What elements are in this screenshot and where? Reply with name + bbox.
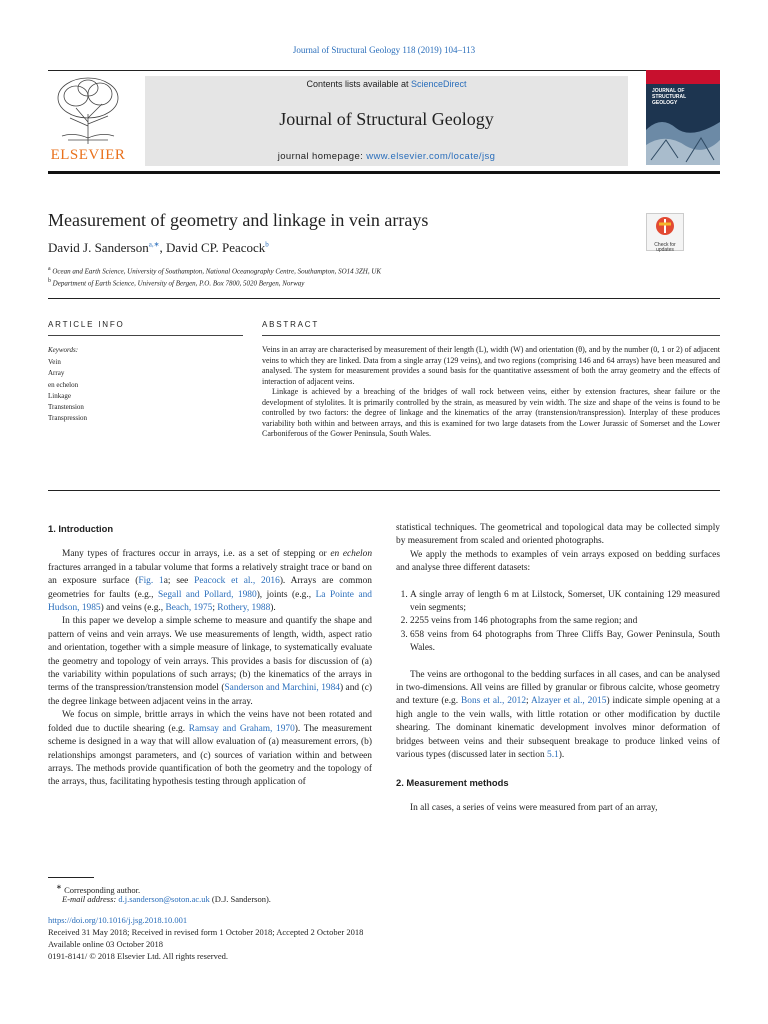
homepage-link[interactable]: www.elsevier.com/locate/jsg: [366, 151, 496, 162]
keyword: Array: [48, 369, 65, 378]
citation-link[interactable]: Bons et al., 2012: [461, 696, 527, 707]
crossmark-label: Check for updates: [654, 242, 676, 253]
abstract-bottom-rule: [48, 490, 720, 491]
copyright: 0191-8141/ © 2018 Elsevier Ltd. All rights reserved.: [48, 951, 228, 961]
body-paragraph: We focus on simple, brittle arrays in which the veins have not been rotated and folded due to ductile shearing (e.g. Ramsay and Graham, 1970). The measurement scheme is designed in a way that will allow evaluation of (a) measurement errors, (b) relationships amongst parameters, and (c) sources of variation within and between arrays. The methods provide quantification of both the geometry and the topology of the arrays, thus, facilitating hypothesis testing through application of: [48, 710, 372, 788]
header-rule: [48, 70, 720, 71]
abstract-rule: [262, 335, 720, 336]
homepage-line: journal homepage: www.elsevier.com/locate/jsg: [277, 151, 496, 162]
abstract-heading: ABSTRACT: [262, 320, 320, 329]
contents-line: Contents lists available at ScienceDirect: [306, 79, 467, 89]
title-rule: [48, 298, 720, 299]
received-dates: Received 31 May 2018; Received in revised form 1 October 2018; Accepted 2 October 2018: [48, 927, 364, 937]
affiliation-a: $^a$ Ocean and Earth Science, University of Southampton, National Oceanography Centre, Southampton, SO14 3ZH, UK: [48, 266, 382, 276]
body-paragraph: The veins are orthogonal to the bedding surfaces in all cases, and can be analysed in two-dimensions. All veins are filled by granular or fibrous calcite, whose geometry and texture (e.g. Bons et al., 2012; Alzayer et al., 2015) indicate simple opening at a high angle to the vein walls, with little rotation or other modification by ductile shearing. The dominant kinematic development involves minor deformation of bridges between veins and their subsequent breakage to produce linked veins of various types (discussed later in section 5.1).: [396, 669, 720, 761]
authors: [48, 240, 269, 256]
keyword: Linkage: [48, 391, 71, 400]
journal-title: Journal of Structural Geology: [279, 109, 494, 129]
author-sanderson[interactable]: David J. Sanderson: [48, 240, 149, 255]
email-link[interactable]: d.j.sanderson@soton.ac.uk: [118, 894, 210, 904]
citation-link[interactable]: Rothery, 1988: [217, 603, 271, 614]
publisher-name: ELSEVIER: [50, 147, 126, 163]
author1-affil[interactable]: a,∗: [148, 240, 160, 249]
sciencedirect-link[interactable]: ScienceDirect: [411, 79, 467, 89]
figure-ref[interactable]: Fig. 1: [138, 576, 164, 587]
body-right-column: [396, 522, 720, 815]
body-paragraph: We apply the methods to examples of vein arrays exposed on bedding surfaces and analyse three different datasets:: [396, 549, 720, 574]
author2-affil[interactable]: b: [265, 240, 269, 249]
keyword: en echelon: [48, 380, 79, 389]
cover-title: JOURNAL OF STRUCTURAL GEOLOGY: [652, 88, 687, 106]
body-paragraph: In this paper we develop a simple scheme to measure and quantify the shape and pattern of veins and vein arrays. We use measurements of length, width, aspect ratio and orientation, together with a simple measure of linkage, to systematically evaluate the geometry and topology of vein arrays. This provides a basis for discussion of (a) the variability within populations of such arrays; (b) the kinematics of the arrays in terms of the transpression/transtension model (Sanderson and Marchini, 1984) and (c) the degree linkage between adjacent veins in the array.: [48, 616, 372, 707]
header-thick-rule: [48, 171, 720, 174]
keyword: Transtension: [48, 403, 84, 412]
journal-cover-image[interactable]: [646, 70, 720, 165]
citation-link[interactable]: Peacock et al., 2016: [194, 576, 280, 587]
section-heading: 2. Measurement methods: [396, 776, 509, 788]
section-ref[interactable]: 5.1: [547, 750, 559, 761]
journal-citation[interactable]: Journal of Structural Geology 118 (2019) 104–113: [292, 45, 476, 55]
keyword: Vein: [48, 358, 61, 366]
list-item: 2. 2255 veins from 146 photographs from the same region; and: [410, 615, 720, 628]
article-info-heading: ARTICLE INFO: [48, 320, 125, 329]
citation-link[interactable]: Segall and Pollard, 1980: [157, 589, 257, 600]
article-info-rule: [48, 335, 243, 336]
footnote-rule: [48, 877, 94, 878]
corresponding-author-note: ∗ Corresponding author.: [56, 883, 141, 895]
body-paragraph: Many types of fractures occur in arrays, i.e. as a set of stepping or en echelon fractures arranged in a tabular volume that forms a relatively straight trace or band on an exposure surface (Fig. 1a; see Peacock et al., 2016). Arrays are common geometries for faults (e.g., Segall and Pollard, 1980), joints (e.g., La Pointe and Hudson, 1985) and veins (e.g., Beach, 1975; Rothery, 1988).: [48, 549, 373, 614]
paper-title: Measurement of geometry and linkage in vein arrays: [48, 210, 429, 230]
section-heading: 1. Introduction: [48, 523, 114, 534]
email-line: E-mail address: d.j.sanderson@soton.ac.uk (D.J. Sanderson).: [62, 894, 271, 904]
dataset-list: [396, 589, 720, 656]
citation-link[interactable]: Sanderson and Marchini, 1984: [224, 683, 340, 694]
citation-link[interactable]: La Pointe and Hudson, 1985: [48, 589, 372, 614]
crossmark-icon: [647, 214, 683, 238]
abstract-paragraph: Veins in an array are characterised by measurement of their length (L), width (W) and orientation (θ), and by the number (0, 1 or 2) of adjacent veins to which they are linked. Data from a single array (129 veins), and two regions (comprising 146 and 64 arrays) have been measured and analysed. The system for measurement provides a sound basis for the quantitative assessment of both the array geometry and the effects of interaction of adjacent veins.: [262, 345, 720, 386]
abstract-paragraph: Linkage is achieved by a breaching of the bridges of wall rock between veins, either by extension fractures, shear failure or the development of stylolites. It is primarily controlled by the strain, as measured by vein width. The size and shape of the veins is found to be controlled by two factors: the degree of linkage and the kinematics of the array (transtension/transpression). Interplay of these produces variability both within and between arrays, and this is examined for two large datasets from the Lower Jurassic of Somerset and the Lower Carboniferous of the Gower Peninsula, South Wales.: [262, 387, 720, 438]
body-left-column: [48, 522, 372, 790]
body-paragraph: In all cases, a series of veins were measured from part of an array,: [410, 802, 658, 813]
available-online: Available online 03 October 2018: [48, 939, 164, 949]
body-paragraph: statistical techniques. The geometrical and topological data may be collected simply by measurement from scaled and oriented photographs.: [396, 523, 720, 547]
keyword: Transpression: [48, 414, 88, 423]
citation-link[interactable]: Ramsay and Graham, 1970: [188, 723, 295, 734]
list-item: 1. A single array of length 6 m at Lilstock, Somerset, UK containing 129 measured vein segments;: [410, 589, 720, 616]
author-peacock[interactable]: , David CP. Peacock: [159, 240, 266, 255]
keywords-list: [48, 357, 87, 425]
list-item: 3. 658 veins from 64 photographs from Three Cliffs Bay, Gower Peninsula, South Wales.: [410, 629, 720, 656]
doi-link[interactable]: https://doi.org/10.1016/j.jsg.2018.10.001: [48, 915, 188, 925]
affiliation-b: $^b$ Department of Earth Science, University of Bergen, P.O. Box 7800, 5020 Bergen, Norway: [48, 278, 305, 288]
citation-link[interactable]: Beach, 1975: [165, 603, 213, 614]
abstract-text: [262, 345, 720, 440]
keywords-label: Keywords:: [48, 346, 79, 354]
citation-link[interactable]: Alzayer et al., 2015: [531, 696, 607, 707]
crossmark-button[interactable]: [646, 213, 684, 251]
